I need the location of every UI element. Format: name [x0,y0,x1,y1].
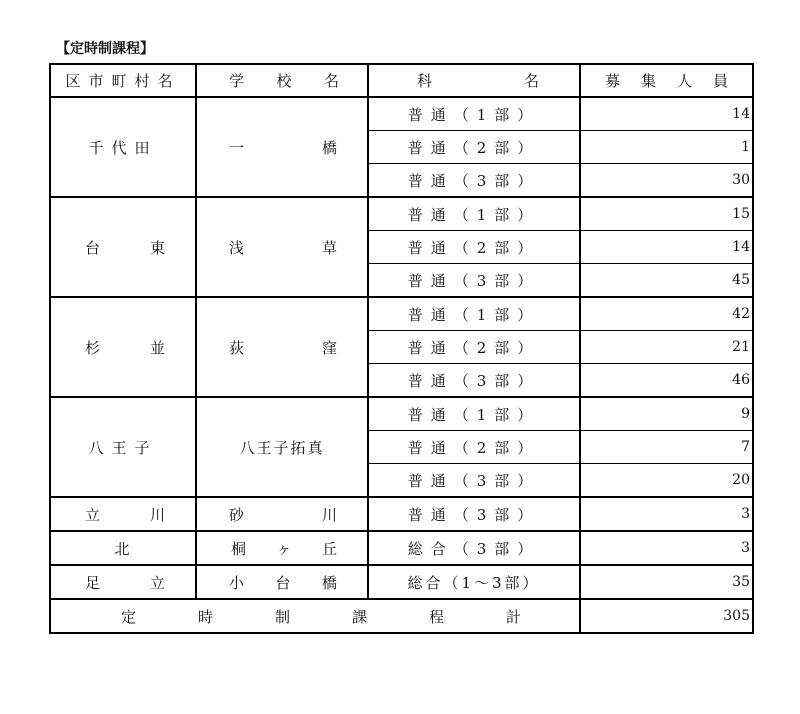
glyph: 一 [229,138,245,157]
course-text: 普通（2部） [407,338,541,357]
glyph: 並 [149,338,165,357]
course-cell [368,297,580,331]
glyph: 台 [275,573,291,592]
school-cell [196,297,368,397]
course-text: 普通（3部） [407,371,541,390]
district-cell-text [51,337,195,358]
glyph: 立 [85,505,101,524]
course-text: 普通（1部） [407,305,541,324]
quota-cell: 45 [580,264,753,298]
quota-cell: 30 [580,164,753,198]
glyph: 橋 [321,573,337,592]
course-text: 普通（1部） [407,205,541,224]
header-course [368,64,580,97]
table-row [50,397,753,431]
course-cell [368,364,580,398]
course-text: 総合（3部） [407,539,541,558]
glyph: 草 [321,238,337,257]
glyph: 時 [197,607,213,626]
glyph: 台 [85,238,101,257]
table-row [50,297,753,331]
course-cell [368,565,580,599]
header-school [196,64,368,97]
course-cell [368,131,580,164]
glyph: 名 [323,72,339,90]
quota-cell: 21 [580,331,753,364]
header-district: 区市町村名 [50,64,196,97]
district-cell [50,297,196,397]
quota-cell: 14 [580,231,753,264]
school-cell-text [197,237,367,258]
glyph: 荻 [229,338,245,357]
district-cell: 八王子 [50,397,196,497]
course-cell [368,497,580,531]
glyph: 橋 [321,138,337,157]
glyph: 制 [274,607,290,626]
course-text: 普通（1部） [407,405,541,424]
quota-cell: 9 [580,397,753,431]
quota-cell: 35 [580,565,753,599]
school-cell [196,97,368,197]
course-text: 普通（3部） [407,271,541,290]
course-cell [368,97,580,131]
school-cell-text [197,504,367,525]
quota-cell: 3 [580,497,753,531]
course-cell [368,197,580,231]
school-cell [196,565,368,599]
glyph: 東 [149,238,165,257]
glyph: 丘 [321,539,337,558]
glyph: 人 [676,72,692,90]
district-cell [50,497,196,531]
district-cell: 千代田 [50,97,196,197]
glyph: 浅 [229,238,245,257]
recruitment-table [49,63,754,634]
course-text: 普通（1部） [407,105,541,124]
page-title: 【定時制課程】 [56,41,154,57]
district-cell [50,197,196,297]
total-label [50,599,580,633]
table-row [50,97,753,131]
quota-cell: 15 [580,197,753,231]
quota-cell: 20 [580,464,753,498]
course-text: 普通（2部） [407,138,541,157]
glyph: 校 [276,72,292,90]
course-cell [368,531,580,565]
school-cell-text [197,337,367,358]
header-row [50,64,753,97]
district-cell-text [51,237,195,258]
total-row [50,599,753,633]
course-text: 総合（1～3部） [407,573,541,592]
table-row [50,197,753,231]
school-cell-text [197,137,367,158]
quota-cell: 46 [580,364,753,398]
glyph: 杉 [85,338,101,357]
course-cell [368,264,580,298]
quota-cell: 42 [580,297,753,331]
course-cell [368,331,580,364]
course-text: 普通（3部） [407,171,541,190]
glyph: 足 [85,573,101,592]
school-cell: 八王子拓真 [196,397,368,497]
course-text: 普通（3部） [407,471,541,490]
glyph: 科 [417,72,433,90]
school-cell-text [197,538,367,559]
glyph: 名 [523,72,539,90]
district-cell: 北 [50,531,196,565]
district-cell-text [51,504,195,525]
quota-cell: 1 [580,131,753,164]
quota-cell: 14 [580,97,753,131]
table-row [50,497,753,531]
school-cell [196,531,368,565]
glyph: 集 [640,72,656,90]
glyph: 砂 [229,505,245,524]
header-quota [580,64,753,97]
total-label-text [51,606,579,627]
glyph: 川 [321,505,337,524]
course-cell [368,231,580,264]
course-text: 普通（3部） [407,505,541,524]
school-cell-text [197,572,367,593]
glyph: ヶ [276,539,292,558]
glyph: 学 [229,72,245,90]
school-cell [196,197,368,297]
glyph: 立 [149,573,165,592]
glyph: 定 [121,607,137,626]
glyph: 桐 [231,539,247,558]
glyph: 程 [428,607,444,626]
total-quota: 305 [580,599,753,633]
district-cell [50,565,196,599]
course-cell [368,431,580,464]
quota-cell: 7 [580,431,753,464]
quota-cell: 3 [580,531,753,565]
header-school-text [197,70,367,91]
course-cell [368,164,580,198]
district-cell-text [51,572,195,593]
school-cell [196,497,368,531]
header-course-text [369,70,579,91]
course-cell [368,464,580,498]
course-cell [368,397,580,431]
course-text: 普通（2部） [407,238,541,257]
glyph: 計 [505,607,521,626]
table-row [50,565,753,599]
glyph: 窪 [321,338,337,357]
header-quota-text [581,70,752,91]
table-row [50,531,753,565]
glyph: 川 [149,505,165,524]
glyph: 募 [605,72,621,90]
glyph: 小 [229,573,245,592]
course-text: 普通（2部） [407,438,541,457]
glyph: 員 [712,72,728,90]
glyph: 課 [351,607,367,626]
